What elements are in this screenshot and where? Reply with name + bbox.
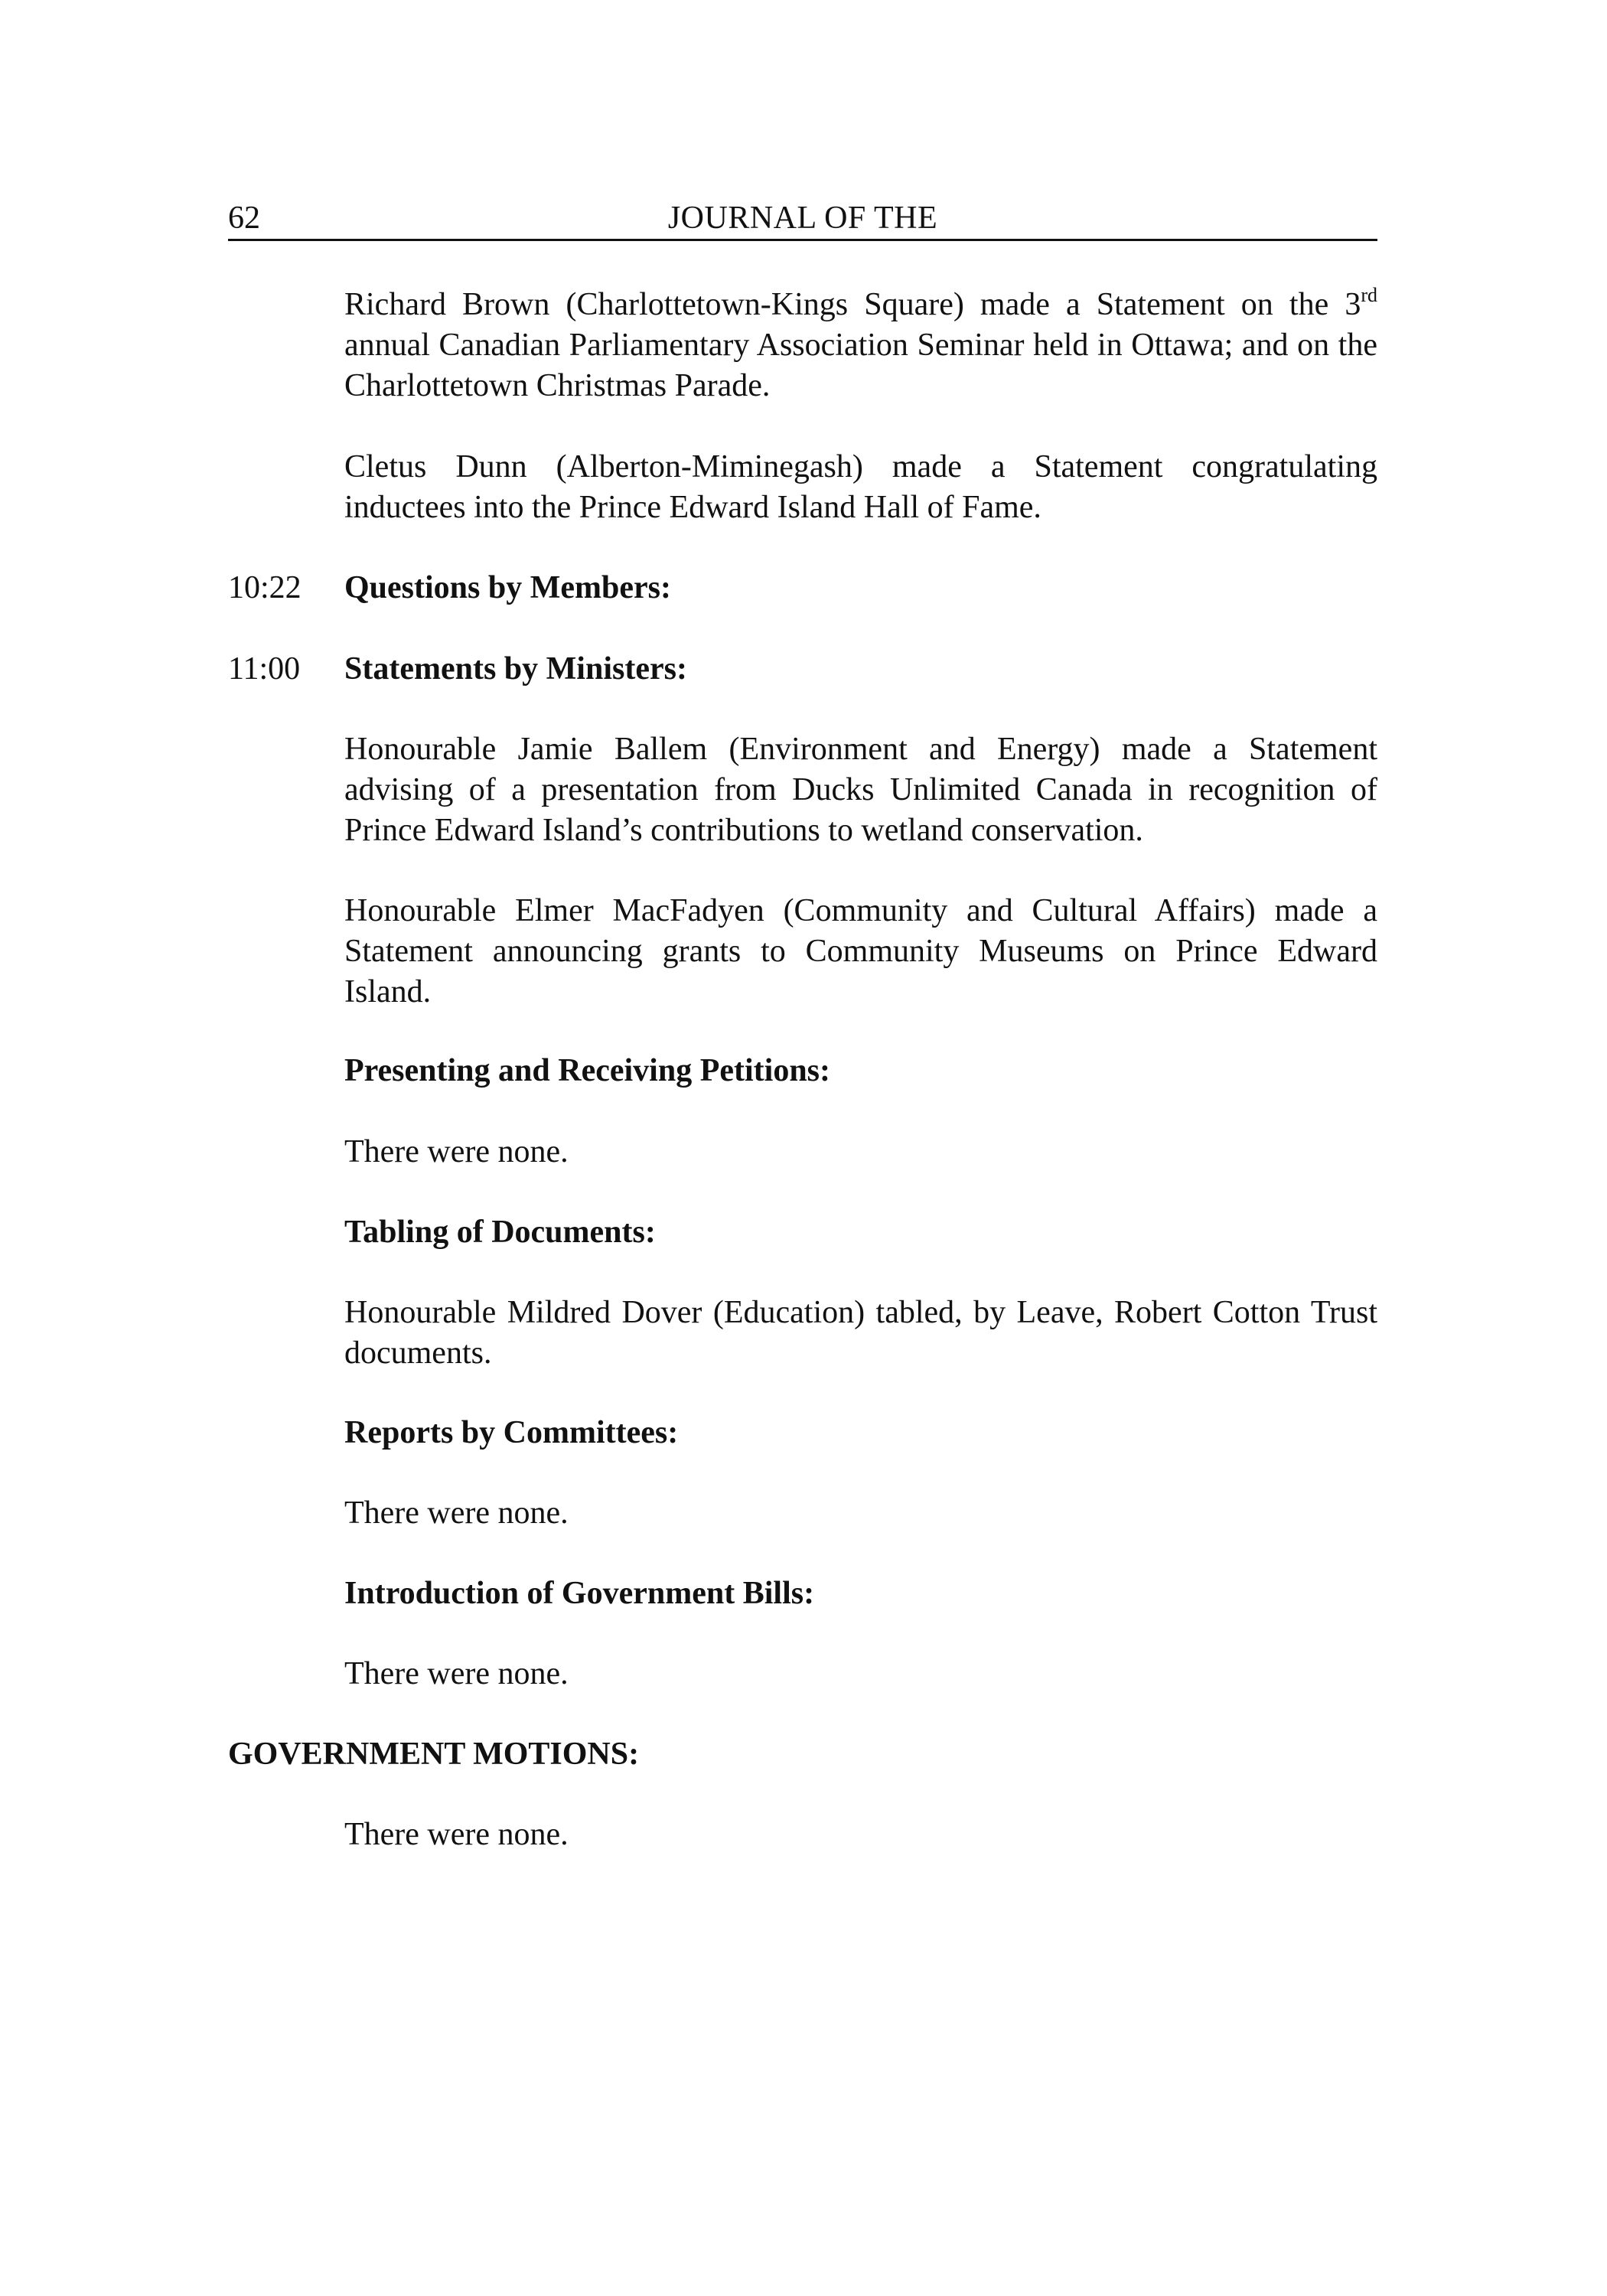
tabling-body: Honourable Mildred Dover (Education) tabled, by Leave, Robert Cotton Trust documents. [344, 1295, 1377, 1371]
heading-reports-by-committees: Reports by Committees: [344, 1415, 679, 1450]
heading-tabling-of-documents: Tabling of Documents: [344, 1215, 656, 1250]
petitions-body: There were none. [344, 1134, 569, 1169]
page-number: 62 [228, 201, 260, 236]
statement-brown-sup: rd [1361, 284, 1377, 306]
statement-dunn: Cletus Dunn (Alberton-Miminegash) made a Statement congratulating inductees into the Prince Edward Island Hall of Fame. [344, 449, 1377, 525]
statement-brown-text-b: annual Canadian Parliamentary Association Seminar held in Ottawa; and on the Charlottetown Christmas Parade. [344, 328, 1377, 403]
heading-petitions: Presenting and Receiving Petitions: [344, 1053, 831, 1088]
government-motions-body: There were none. [344, 1817, 569, 1852]
committees-body: There were none. [344, 1495, 569, 1531]
heading-statements-by-ministers: Statements by Ministers: [344, 651, 687, 687]
running-head: JOURNAL OF THE [667, 201, 938, 236]
page-header [228, 197, 1377, 241]
statement-brown [344, 285, 1377, 406]
bills-body: There were none. [344, 1656, 569, 1691]
heading-government-bills: Introduction of Government Bills: [344, 1576, 815, 1611]
heading-questions-by-members: Questions by Members: [344, 570, 671, 605]
time-questions: 10:22 [228, 570, 302, 605]
statement-brown-text-a: Richard Brown (Charlottetown-Kings Square) made a Statement on the 3 [344, 287, 1361, 322]
statement-macfadyen: Honourable Elmer MacFadyen (Community and Cultural Affairs) made a Statement announcing grants to Community Museums on Prince Edward Island. [344, 893, 1377, 1009]
heading-government-motions: GOVERNMENT MOTIONS: [228, 1737, 640, 1772]
statement-ballem: Honourable Jamie Ballem (Environment and Energy) made a Statement advising of a presentation from Ducks Unlimited Canada in recognition of Prince Edward Island’s contributions to wetland conservation. [344, 732, 1377, 848]
time-ministers: 11:00 [228, 651, 301, 687]
